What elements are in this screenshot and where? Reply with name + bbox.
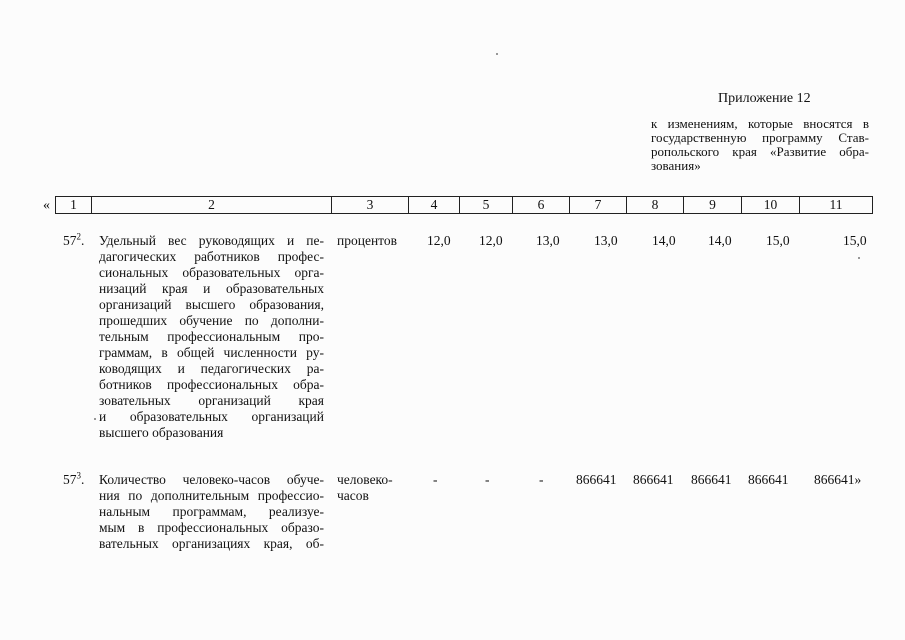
unit-line: человеко- bbox=[337, 472, 393, 487]
row-value: 866641 bbox=[691, 472, 732, 487]
column-header: 3 bbox=[332, 197, 409, 214]
description-line: ботников профессиональных обра- bbox=[99, 377, 324, 392]
description-line: прошедших обучение по дополни- bbox=[99, 313, 324, 328]
column-header: 1 bbox=[56, 197, 92, 214]
row-description bbox=[99, 472, 324, 552]
row-number bbox=[63, 233, 84, 249]
row-value: 14,0 bbox=[708, 233, 732, 248]
row-value: 866641 bbox=[633, 472, 674, 487]
column-header: 10 bbox=[742, 197, 800, 214]
row-value: 13,0 bbox=[594, 233, 618, 248]
description-line: дагогических работников профес- bbox=[99, 249, 324, 264]
row-value: 15,0 bbox=[766, 233, 790, 248]
row-value: 866641» bbox=[814, 472, 862, 487]
description-line: зовательных организаций края bbox=[99, 393, 324, 408]
appendix-title: Приложение 12 bbox=[718, 91, 811, 106]
row-unit: процентов bbox=[337, 233, 398, 248]
speck bbox=[858, 257, 860, 259]
unit-line: часов bbox=[337, 488, 369, 503]
appendix-subtitle bbox=[651, 117, 869, 173]
appendix-subtitle-line: к изменениям, которые вносятся в bbox=[651, 116, 869, 131]
row-value: 15,0 bbox=[843, 233, 867, 248]
description-line: организаций высшего образования, bbox=[99, 297, 324, 312]
row-value: 13,0 bbox=[536, 233, 560, 248]
column-header: 4 bbox=[409, 197, 460, 214]
description-line: высшего образования bbox=[99, 425, 224, 440]
description-line: низаций края и образовательных bbox=[99, 281, 324, 296]
description-line: Удельный вес руководящих и пе- bbox=[99, 233, 324, 248]
column-header: 8 bbox=[627, 197, 684, 214]
row-number-main: 57 bbox=[63, 233, 77, 248]
row-value: 12,0 bbox=[479, 233, 503, 248]
row-number-suffix: . bbox=[81, 472, 85, 487]
appendix-subtitle-line: ропольского края «Развитие обра- bbox=[651, 144, 869, 159]
row-number-main: 57 bbox=[63, 472, 77, 487]
description-line: мым в профессиональных образо- bbox=[99, 520, 324, 535]
row-value: - bbox=[485, 472, 490, 487]
appendix-subtitle-line: зования» bbox=[651, 158, 701, 173]
description-line: вательных организациях края, об- bbox=[99, 536, 324, 551]
open-quote: « bbox=[43, 198, 50, 213]
column-header: 7 bbox=[570, 197, 627, 214]
column-header-row bbox=[55, 196, 873, 214]
description-line: нальным программам, реализуе- bbox=[99, 504, 324, 519]
column-header: 11 bbox=[800, 197, 873, 214]
row-value: 12,0 bbox=[427, 233, 451, 248]
row-number bbox=[63, 472, 84, 488]
description-line: сиональных образовательных орга- bbox=[99, 265, 324, 280]
row-unit bbox=[337, 472, 393, 504]
row-value: 14,0 bbox=[652, 233, 676, 248]
speck bbox=[94, 418, 96, 420]
row-number-suffix: . bbox=[81, 233, 85, 248]
appendix-subtitle-line: государственную программу Став- bbox=[651, 130, 869, 145]
row-value: 866641 bbox=[748, 472, 789, 487]
description-line: граммам, в общей численности ру- bbox=[99, 345, 324, 360]
column-header: 5 bbox=[460, 197, 513, 214]
description-line: ководящих и педагогических ра- bbox=[99, 361, 324, 376]
row-number-superscript: 2 bbox=[76, 231, 81, 242]
description-line: тельным профессиональным про- bbox=[99, 329, 324, 344]
description-line: и образовательных организаций bbox=[99, 409, 324, 424]
column-header: 2 bbox=[92, 197, 332, 214]
row-number-superscript: 3 bbox=[76, 470, 81, 481]
row-value: - bbox=[433, 472, 438, 487]
row-value: - bbox=[539, 472, 544, 487]
column-header: 9 bbox=[684, 197, 742, 214]
row-description bbox=[99, 233, 324, 441]
description-line: ния по дополнительным профессио- bbox=[99, 488, 324, 503]
column-header: 6 bbox=[513, 197, 570, 214]
description-line: Количество человеко-часов обуче- bbox=[99, 472, 324, 487]
row-value: 866641 bbox=[576, 472, 617, 487]
speck bbox=[496, 53, 498, 55]
